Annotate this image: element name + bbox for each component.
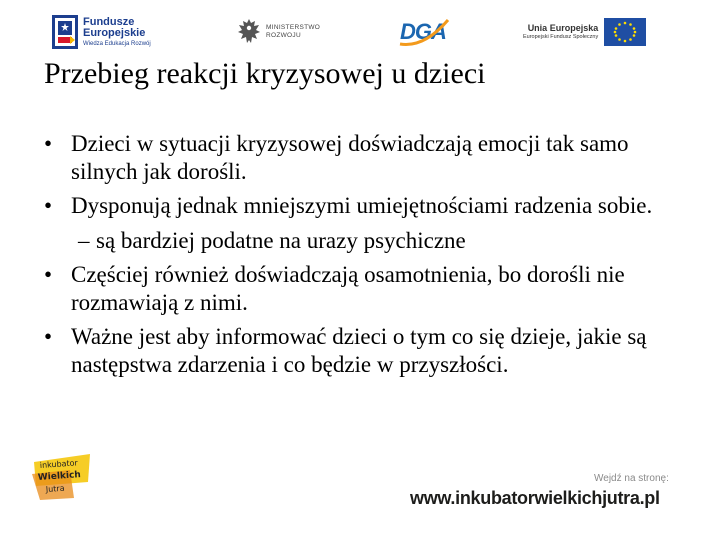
ue-logo-line1: Unia Europejska [527, 23, 599, 34]
ministry-logo-line2: ROZWOJU [266, 32, 301, 39]
footer-website-link[interactable]: www.inkubatorwielkichjutra.pl [410, 488, 660, 508]
bullet-list [44, 130, 684, 385]
fe-logo-line1: Fundusze [83, 15, 135, 28]
dga-logo [400, 12, 446, 52]
eagle-emblem-icon [236, 17, 262, 47]
footer-note: Wejdź na stronę: [594, 473, 669, 484]
bullet-marker: • [44, 262, 53, 287]
sub-bullet-marker: – [78, 227, 90, 253]
dga-logo-text: DGA [400, 19, 446, 44]
bullet-text: Ważne jest aby informować dzieci o tym co się dzieje, jakie są następstwa zdarzenia i co będzie w przyszłości. [71, 324, 647, 377]
ikj-logo-line1: inkubator [39, 458, 79, 470]
bullet-marker: • [44, 324, 53, 349]
bullet-item [44, 130, 684, 185]
dga-swoosh-icon [398, 14, 450, 48]
bullet-text: Częściej również doświadczają osamotnienia, bo dorośli nie rozmawiają z nimi. [71, 262, 625, 315]
bullet-item [44, 323, 684, 378]
fe-logo-line2: Europejskie [83, 27, 146, 40]
ikj-logo-line3: Jutra [45, 483, 65, 494]
fe-logo-line3: Wiedza Edukacja Rozwój [83, 40, 151, 47]
bullet-item [44, 261, 684, 316]
bullet-text: Dzieci w sytuacji kryzysowej doświadczają emocji tak samo silnych jak dorośli. [71, 131, 629, 184]
bullet-marker: • [44, 193, 53, 218]
bullet-marker: • [44, 131, 53, 156]
ikj-logo-line2: Wielkich [37, 470, 82, 483]
slide-title: Przebieg reakcji kryzysowej u dzieci [44, 57, 486, 90]
fundusze-europejskie-logo [52, 12, 151, 52]
fe-flag-icon [52, 15, 78, 49]
eu-flag-icon [604, 18, 646, 46]
sub-bullet-item [44, 227, 684, 255]
sub-bullet-text: są bardziej podatne na urazy psychiczne [96, 227, 466, 253]
bullet-text: Dysponują jednak mniejszymi umiejętnościami radzenia sobie. [71, 193, 653, 218]
bullet-item [44, 192, 684, 220]
ue-logo-line2: Europejski Fundusz Społeczny [523, 34, 599, 41]
unia-europejska-logo [523, 12, 646, 52]
ministry-logo-line1: MINISTERSTWO [266, 24, 321, 32]
ministerstwo-rozwoju-logo [236, 12, 320, 52]
inkubator-wielkich-jutra-logo [30, 452, 98, 502]
logo-bar [0, 0, 720, 58]
